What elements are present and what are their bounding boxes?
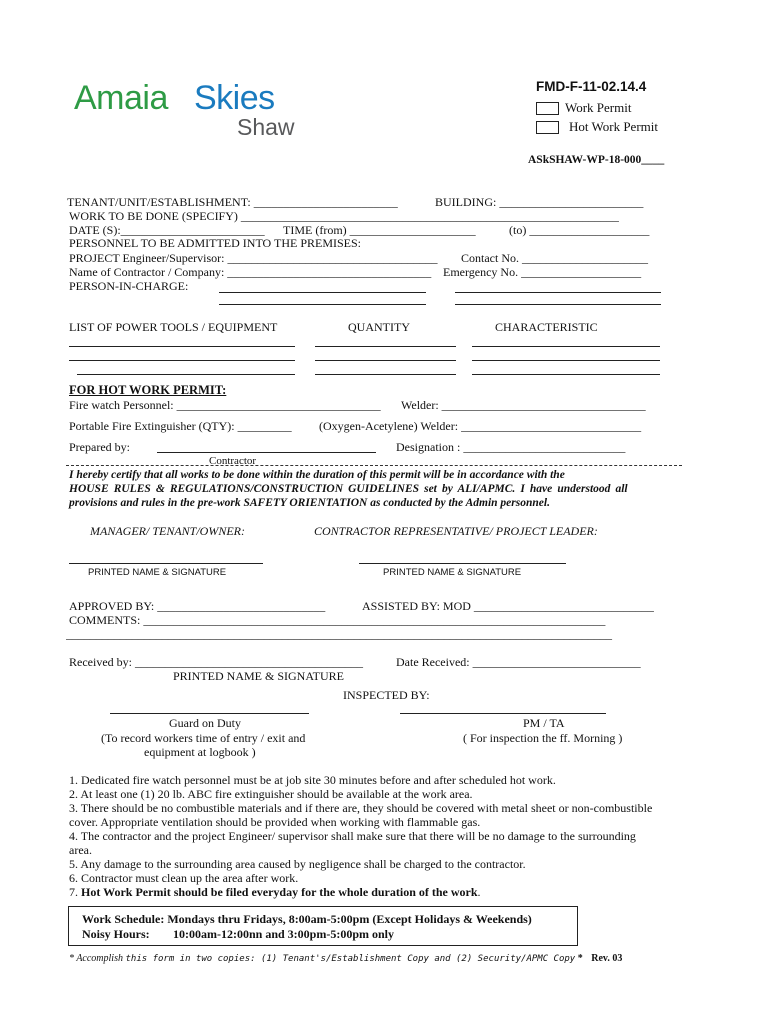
hot-work-permit-label: Hot Work Permit bbox=[569, 119, 658, 134]
guard-note-1: (To record workers time of entry / exit and bbox=[101, 731, 306, 745]
quantity-line[interactable] bbox=[315, 374, 456, 375]
certify-line-2: HOUSE RULES & REGULATIONS/CONSTRUCTION GUIDELINES set by ALI/APMC. I have understood all bbox=[69, 483, 628, 495]
owner-label: MANAGER/ TENANT/OWNER: bbox=[90, 524, 245, 538]
inspected-by-label: INSPECTED BY: bbox=[343, 688, 430, 702]
footer-accomplish: * Accomplish bbox=[69, 953, 123, 964]
revision: Rev. 03 bbox=[591, 953, 623, 964]
date-field[interactable]: DATE (S):________________________ bbox=[69, 223, 265, 237]
work-field[interactable]: WORK TO BE DONE (SPECIFY) _______________________________________________________________ bbox=[69, 209, 619, 223]
guard-note-2: equipment at logbook ) bbox=[144, 745, 256, 759]
quantity-header: QUANTITY bbox=[348, 320, 410, 334]
received-printed-name: PRINTED NAME & SIGNATURE bbox=[173, 669, 344, 683]
tenant-field[interactable]: TENANT/UNIT/ESTABLISHMENT: ________________________ bbox=[67, 195, 398, 209]
prepared-by-line[interactable] bbox=[157, 452, 376, 453]
certify-line-3c: as conducted by the Admin personnel. bbox=[370, 497, 550, 509]
printed-name-1: PRINTED NAME & SIGNATURE bbox=[88, 567, 227, 578]
work-schedule: Work Schedule: Mondays thru Fridays, 8:00am-5:00pm (Except Holidays & Weekends) bbox=[82, 912, 532, 926]
quantity-line[interactable] bbox=[315, 346, 456, 347]
pm-label: PM / TA bbox=[523, 716, 565, 730]
hot-work-permit-checkbox[interactable] bbox=[536, 121, 559, 134]
approved-by-field[interactable]: APPROVED BY: ____________________________ bbox=[69, 599, 326, 613]
contractor-sign-line[interactable] bbox=[359, 563, 566, 564]
pic-line-3[interactable] bbox=[219, 304, 426, 305]
tools-line[interactable] bbox=[69, 360, 295, 361]
rule-3: 3. There should be no combustible materials and if there are, they should be covered with metal sheet or non-combustible bbox=[69, 801, 653, 815]
certify-line-3 bbox=[69, 497, 550, 510]
prepared-by-label: Prepared by: bbox=[69, 440, 130, 454]
certify-line-3a: provisions and rules in the pre-work bbox=[69, 497, 241, 509]
time-from-field[interactable]: TIME (from) _____________________ bbox=[283, 223, 476, 237]
contractor-caption: Contractor bbox=[209, 455, 257, 467]
rule-7-suffix: . bbox=[477, 885, 481, 899]
pic-line-1[interactable] bbox=[219, 292, 426, 293]
contractor-rep-label: CONTRACTOR REPRESENTATIVE/ PROJECT LEADER: bbox=[314, 524, 598, 538]
pm-sign-line[interactable] bbox=[400, 713, 606, 714]
safety-orientation: SAFETY ORIENTATION bbox=[243, 497, 368, 509]
permit-number: ASkSHAW-WP-18-000____ bbox=[528, 154, 665, 166]
owner-sign-line[interactable] bbox=[69, 563, 263, 564]
certify-line-1: I hereby certify that all works to be done within the duration of this permit will be in accordance with the bbox=[69, 469, 565, 481]
rule-7-bold: Hot Work Permit should be filed everyday for the whole duration of the work bbox=[81, 885, 478, 899]
contractor-field[interactable]: Name of Contractor / Company: __________________________________ bbox=[69, 265, 432, 279]
rule-5: 5. Any damage to the surrounding area caused by negligence shall be charged to the contractor. bbox=[69, 857, 526, 871]
engineer-field[interactable]: PROJECT Engineer/Supervisor: ___________________________________ bbox=[69, 251, 438, 265]
pic-line-4[interactable] bbox=[455, 304, 661, 305]
footer-star: * bbox=[577, 953, 583, 964]
work-permit-checkbox[interactable] bbox=[536, 102, 559, 115]
logo-word-shaw: Shaw bbox=[237, 114, 295, 140]
form-code: FMD-F-11-02.14.4 bbox=[536, 79, 647, 94]
fire-watch-field[interactable]: Fire watch Personnel: __________________________________ bbox=[69, 398, 381, 412]
emergency-field[interactable]: Emergency No. ____________________ bbox=[443, 265, 642, 279]
logo-word-amaia: Amaia bbox=[74, 79, 168, 117]
rule-6: 6. Contractor must clean up the area after work. bbox=[69, 871, 299, 885]
characteristic-header: CHARACTERISTIC bbox=[495, 320, 598, 334]
characteristic-line[interactable] bbox=[472, 360, 660, 361]
hot-work-heading: FOR HOT WORK PERMIT: bbox=[69, 383, 227, 397]
rule-7 bbox=[69, 886, 481, 899]
time-to-field[interactable]: (to) ____________________ bbox=[509, 223, 650, 237]
comments-line-2[interactable]: ___________________________________________________________________________________________ bbox=[66, 628, 612, 641]
contact-field[interactable]: Contact No. _____________________ bbox=[461, 251, 648, 265]
dashed-divider bbox=[66, 465, 682, 466]
tools-line[interactable] bbox=[77, 374, 295, 375]
characteristic-line[interactable] bbox=[472, 374, 660, 375]
tools-header: LIST OF POWER TOOLS / EQUIPMENT bbox=[69, 320, 278, 334]
person-in-charge-label: PERSON-IN-CHARGE: bbox=[69, 279, 189, 293]
rule-7-prefix: 7. bbox=[69, 885, 81, 899]
logo-word-skies: Skies bbox=[194, 79, 275, 117]
assisted-by-field[interactable]: ASSISTED BY: MOD ______________________________ bbox=[362, 599, 654, 613]
date-received-field[interactable]: Date Received: ____________________________ bbox=[396, 655, 641, 669]
pm-note: ( For inspection the ff. Morning ) bbox=[463, 731, 623, 745]
pic-line-2[interactable] bbox=[455, 292, 661, 293]
noisy-hours-label: Noisy Hours: bbox=[82, 927, 150, 941]
rule-3-cont: cover. Appropriate ventilation should be provided when working with flammable gas. bbox=[69, 815, 481, 829]
personnel-label: PERSONNEL TO BE ADMITTED INTO THE PREMISES: bbox=[69, 236, 362, 250]
guard-label: Guard on Duty bbox=[169, 716, 241, 730]
footer-note bbox=[69, 953, 622, 965]
quantity-line[interactable] bbox=[315, 360, 456, 361]
footer-copies: this form in two copies: (1) Tenant's/Establishment Copy and (2) Security/APMC Copy bbox=[125, 954, 576, 964]
work-permit-label: Work Permit bbox=[565, 100, 632, 115]
tools-line[interactable] bbox=[69, 346, 295, 347]
printed-name-2: PRINTED NAME & SIGNATURE bbox=[383, 567, 522, 578]
rule-4-cont: area. bbox=[69, 843, 92, 857]
guard-sign-line[interactable] bbox=[110, 713, 309, 714]
comments-field[interactable]: COMMENTS: _____________________________________________________________________________ bbox=[69, 613, 606, 627]
extinguisher-field[interactable]: Portable Fire Extinguisher (QTY): _________ bbox=[69, 419, 292, 433]
designation-field[interactable]: Designation : ___________________________ bbox=[396, 440, 626, 454]
rule-2: 2. At least one (1) 20 lb. ABC fire extinguisher should be available at the work area. bbox=[69, 787, 473, 801]
rule-4: 4. The contractor and the project Engineer/ supervisor shall make sure that there will be no damage to the surrounding bbox=[69, 829, 636, 843]
welder-field[interactable]: Welder: __________________________________ bbox=[401, 398, 646, 412]
characteristic-line[interactable] bbox=[472, 346, 660, 347]
oxy-welder-field[interactable]: (Oxygen-Acetylene) Welder: ______________________________ bbox=[319, 419, 642, 433]
building-field[interactable]: BUILDING: ________________________ bbox=[435, 195, 644, 209]
noisy-hours: 10:00am-12:00nn and 3:00pm-5:00pm only bbox=[173, 927, 395, 941]
rule-1: 1. Dedicated fire watch personnel must be at job site 30 minutes before and after scheduled hot work. bbox=[69, 773, 556, 787]
received-by-field[interactable]: Received by: ______________________________________ bbox=[69, 655, 363, 669]
logo bbox=[74, 80, 324, 145]
